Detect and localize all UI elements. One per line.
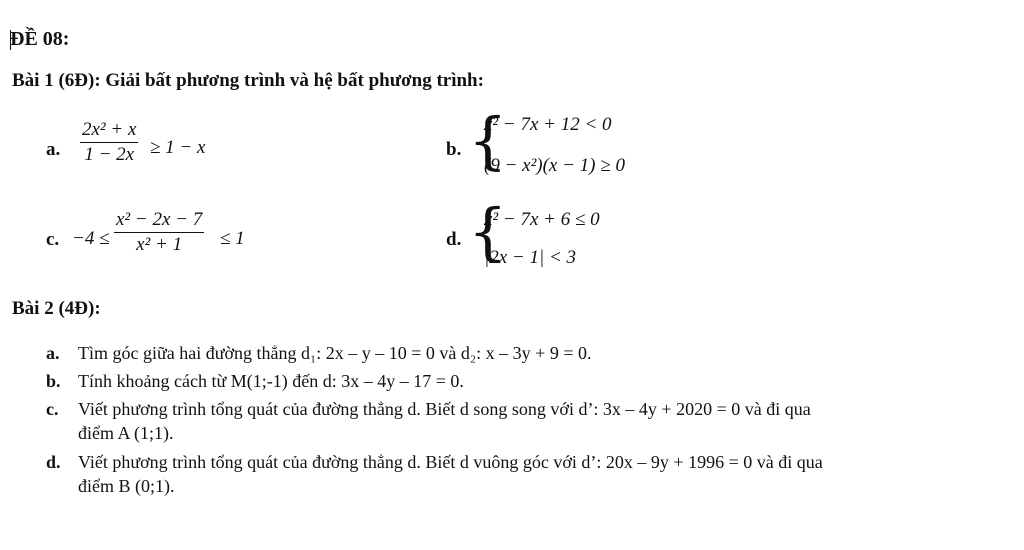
bai1-a-numerator: 2x² + x: [82, 119, 137, 140]
bai2-item-c: [46, 397, 811, 445]
system-brace-b: {: [468, 104, 508, 177]
bai1-c-numerator: x² − 2x − 7: [116, 209, 203, 230]
bai1-d-line2: |2x − 1| < 3: [484, 247, 577, 268]
bai2-item-text: Tìm góc giữa hai đường thẳng d₁: 2x – y – 10 = 0 và d₂: x – 3y + 9 = 0.: [78, 343, 592, 363]
bai2-item-label: a.: [46, 343, 60, 363]
bai2-item-label: b.: [46, 371, 61, 391]
bai2-item-text: Tính khoảng cách từ M(1;-1) đến d: 3x – 4y – 17 = 0.: [78, 371, 464, 391]
bai1-d-line1: x² − 7x + 6 ≤ 0: [484, 209, 600, 230]
document-title: ĐỀ 08:: [10, 28, 70, 50]
bai1-a-label: a.: [46, 139, 61, 160]
bai1-c-rhs: ≤ 1: [220, 228, 245, 249]
bai1-c-fraction: [114, 209, 204, 256]
bai2-heading: Bài 2 (4Đ):: [12, 298, 101, 319]
bai1-a-denominator: 1 − 2x: [84, 144, 135, 165]
bai1-c-denominator: x² + 1: [136, 234, 183, 255]
fraction-bar: [80, 142, 138, 143]
bai1-a-fraction: [80, 119, 138, 166]
fraction-bar: [114, 232, 204, 233]
bai2-item-text: Viết phương trình tổng quát của đường thẳng d. Biết d song song với d’: 3x – 4y + 2020 = 0 và đi qua: [78, 399, 811, 419]
bai1-heading: Bài 1 (6Đ): Giải bất phương trình và hệ bất phương trình:: [12, 70, 484, 91]
bai1-c-label: c.: [46, 229, 60, 250]
bai1-b-label: b.: [446, 139, 462, 160]
bai1-b-line2: (9 − x²)(x − 1) ≥ 0: [484, 155, 625, 176]
bai2-item-label: c.: [46, 399, 59, 419]
bai1-b-line1: x² − 7x + 12 < 0: [484, 114, 612, 135]
bai2-item-b: [46, 369, 464, 393]
system-brace-d: {: [468, 195, 508, 268]
bai2-item-continuation: điểm B (0;1).: [78, 476, 175, 496]
bai2-item-continuation: điểm A (1;1).: [78, 423, 174, 443]
bai2-item-d: [46, 450, 823, 498]
bai2-item-label: d.: [46, 452, 61, 472]
bai1-a-rhs: ≥ 1 − x: [150, 137, 206, 158]
bai1-c-lhs: −4 ≤: [72, 228, 110, 249]
bai1-d-label: d.: [446, 229, 462, 250]
bai2-item-a: [46, 341, 591, 365]
bai2-item-text: Viết phương trình tổng quát của đường thẳng d. Biết d vuông góc với d’: 20x – 9y + 1996 = 0 và đi qua: [78, 452, 823, 472]
